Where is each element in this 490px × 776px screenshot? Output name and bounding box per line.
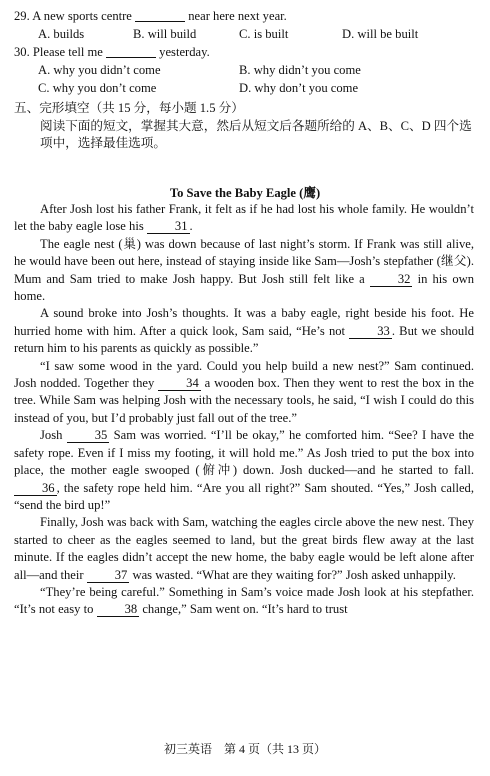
question-stem-before: Please tell me [32,45,103,59]
blank-38: 38 [97,603,140,617]
question-number: 29. [14,9,30,23]
paragraph-text: The eagle nest (巢) was down because of last night’s storm. If Frank was still alive, he would have been out here, instead of staying inside like Sam—Josh’s stepfather (继父). Mum and Sam tried to make Josh happy. But Josh still felt like a [14,236,474,286]
option-c: C. is built [239,27,289,41]
paragraph-text: . But we should return him to his parents as quickly as possible.” [14,323,475,356]
option-a: A. why you didn’t come [38,63,161,77]
blank-37: 37 [87,569,130,583]
question-29 [14,8,484,25]
paragraph [14,584,474,619]
paragraph-text: . [189,219,193,234]
passage-title: To Save the Baby Eagle (鹰) [169,186,321,200]
paragraph-text: a wooden box. Then they went to rest the box in the tree. While Sam was helping Josh with the necessary tools, he said, “I wish I could do this instead of you, but I’d probably just fall out of the tree.” [14,376,474,425]
paragraph [14,427,474,514]
paragraph [14,305,474,357]
paragraph [14,236,474,306]
section-instruction: 阅读下面的短文，掌握其大意，然后从短文后各题所给的 A、B、C、D 四个选项中，选择最佳选项。 [40,119,472,151]
answer-blank [135,8,185,22]
question-stem-after: yesterday. [159,45,210,59]
blank-35: 35 [67,429,110,443]
blank-33: 33 [349,325,392,339]
blank-34: 34 [158,377,201,391]
paragraph-text: Finally, Josh was back with Sam, watching the eagles circle above the new nest. They started to cheer as the eagles seemed to land, but the great birds flew away at the last minute. If the eagles didn’t accept the new home, the baby eagle would be left alone after all—and their [14,515,474,582]
option-d: D. will be built [342,27,419,41]
question-number: 30. [14,45,30,59]
paragraph [14,201,474,236]
option-d: D. why don’t you come [239,81,359,95]
paragraph-text: , the safety rope held him. “Are you all right?” Sam shouted. “Yes,” Josh called, “send the bird up!” [14,480,474,512]
answer-blank [106,44,156,58]
option-b: B. why didn’t you come [239,63,361,77]
question-stem-before: A new sports centre [32,9,132,23]
option-c: C. why you don’t come [38,81,157,95]
paragraph-text: change,” Sam went on. “It’s hard to trust [142,602,348,617]
paragraph-text: “I saw some wood in the yard. Could you help build a new nest?” Sam continued. Josh nodded. Together they [14,358,474,391]
paragraph-text: was wasted. “What are they waiting for?” Josh asked unhappily. [132,567,456,582]
paragraph-text: in his own home. [14,271,475,304]
paragraph-text: Josh [40,428,63,443]
blank-36: 36 [14,482,57,496]
paragraph [14,514,474,584]
page-footer: 初三英语 第 4 页（共 13 页） [163,742,326,756]
paragraph-text: A sound broke into Josh’s thoughts. It was a baby eagle, right beside his foot. He hurried home with him. After a quick look, Sam said, “He’s not [14,306,474,338]
paragraph [14,358,474,428]
paragraph-text: After Josh lost his father Frank, it felt as if he had lost his whole family. He wouldn’t let the baby eagle lose his [14,202,474,234]
blank-32: 32 [370,273,413,287]
question-stem-after: near here next year. [188,9,287,23]
option-b: B. will build [133,27,197,41]
option-a: A. builds [38,27,85,41]
passage [14,201,474,619]
paragraph-text: “They’re being careful.” Something in Sam’s voice made Josh look at his stepfather. “It’s not easy to [14,584,474,617]
question-30 [14,44,484,61]
section-heading: 五、完形填空（共 15 分，每小题 1.5 分） [14,101,244,115]
blank-31: 31 [147,220,190,234]
paragraph-text: Sam was worried. “I’ll be okay,” he comforted him. “See? I have the safety rope. Even if I miss my footing, it will hold me.” As Josh tried to put the box into place, the mother eagle swooped (俯冲) down. Josh ducked—and he started to fall. [14,428,474,478]
